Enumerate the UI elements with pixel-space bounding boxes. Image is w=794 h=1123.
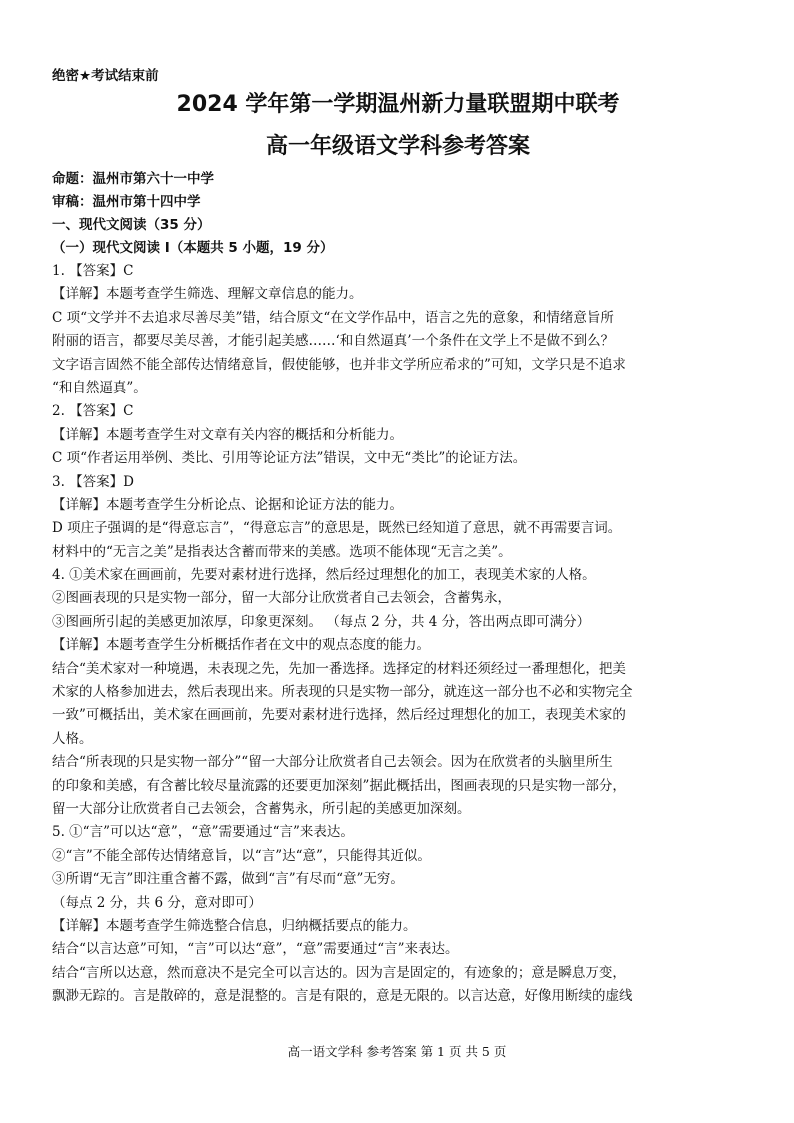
exam-title: 2024 学年第一学期温州新力量联盟期中联考 xyxy=(176,92,620,117)
body-line: ②“言”不能全部传达情绪意旨，以“言”达“意”，只能得其近似。 xyxy=(52,847,431,864)
page-footer: 高一语文学科 参考答案 第 1 页 共 5 页 xyxy=(287,1044,507,1059)
confidential-label: 绝密★考试结束前 xyxy=(52,68,159,84)
body-line: 文字语言固然不能全部传达情绪意旨，假使能够，也并非文学所应希求的”可知，文学只是不追求 xyxy=(52,356,626,373)
body-line: 结合“所表现的只是实物一部分”“留一大部分让欣赏者自己去领会。因为在欣赏者的头脑里所生 xyxy=(52,754,613,771)
body-line: 术家的人格参加进去，然后表现出来。所表现的只是实物一部分，就连这一部分也不必和实物完全 xyxy=(52,684,633,701)
body-line: D 项庄子强调的是“得意忘言”，“得意忘言”的意思是，既然已经知道了意思，就不再需要言词。 xyxy=(52,520,622,537)
section-heading: 一、现代文阅读（35 分） xyxy=(52,217,211,233)
body-line: ③图画所引起的美感更加浓厚，印象更深刻。 （每点 2 分，共 4 分，答出两点即可满分） xyxy=(52,613,591,630)
body-line: C 项“文学并不去追求尽善尽美”错，结合原文“在文学作品中，语言之先的意象，和情绪意旨所 xyxy=(52,309,614,326)
body-line: 结合“以言达意”可知，“言”可以达“意”，“意”需要通过“言”来表达。 xyxy=(52,941,459,958)
body-line: ③所谓“无言”即注重含蓄不露，做到“言”有尽而“意”无穷。 xyxy=(52,871,404,888)
answer-key-title: 高一年级语文学科参考答案 xyxy=(265,134,530,159)
body-line: 结合“言所以达意，然而意决不是完全可以言达的。因为言是固定的，有迹象的；意是瞬息万变， xyxy=(52,964,626,981)
body-line: 【详解】本题考查学生筛选、理解文章信息的能力。 xyxy=(52,286,363,303)
answer-sheet-page xyxy=(52,66,744,1009)
body-line: 4. ①美术家在画画前，先要对素材进行选择，然后经过理想化的加工，表现美术家的人格。 xyxy=(52,567,596,584)
body-line: 2. 【答案】C xyxy=(52,403,134,420)
body-line: ②图画表现的只是实物一部分，留一大部分让欣赏者自己去领会，含蓄隽永， xyxy=(52,590,511,607)
body-line: 留一大部分让欣赏者自己去领会，含蓄隽永，所引起的美感更加深刻。 xyxy=(52,800,471,817)
body-line: 【详解】本题考查学生分析论点、论据和论证方法的能力。 xyxy=(52,496,403,513)
answer-body xyxy=(52,260,744,1009)
author-line: 命题：温州市第六十一中学 xyxy=(52,171,214,187)
body-line: 的印象和美感，有含蓄比较尽量流露的还要更加深刻”据此概括出，图画表现的只是实物一部分， xyxy=(52,777,626,794)
body-line: 5. ①“言”可以达“意”，“意”需要通过“言”来表达。 xyxy=(52,824,354,841)
body-line: 附丽的语言，都要尽美尽善，才能引起美感……‘和自然逼真’一个条件在文学上不是做不到么？ xyxy=(52,333,615,350)
reviewer-line: 审稿：温州市第十四中学 xyxy=(52,194,201,210)
body-line: 1. 【答案】C xyxy=(52,263,134,279)
body-line: （每点 2 分，共 6 分，意对即可） xyxy=(52,894,262,911)
body-line: 飘渺无踪的。言是散碎的，意是混整的。言是有限的，意是无限的。以言达意，好像用断续的虚线 xyxy=(52,988,633,1005)
subsection-heading: （一）现代文阅读 I（本题共 5 小题，19 分） xyxy=(52,240,334,256)
body-line: 材料中的“无言之美”是指表达含蓄而带来的美感。选项不能体现“无言之美”。 xyxy=(52,543,512,560)
body-line: 人格。 xyxy=(52,730,93,747)
body-line: 【详解】本题考查学生筛选整合信息，归纳概括要点的能力。 xyxy=(52,917,417,934)
body-line: 3. 【答案】D xyxy=(52,473,134,490)
body-line: 结合“美术家对一种境遇，未表现之先，先加一番选择。选择定的材料还须经过一番理想化，把美 xyxy=(52,660,626,677)
body-line: 【详解】本题考查学生对文章有关内容的概括和分析能力。 xyxy=(52,426,403,443)
body-line: C 项“作者运用举例、类比、引用等论证方法”错误，文中无“类比”的论证方法。 xyxy=(52,450,527,467)
body-line: “和自然逼真”。 xyxy=(52,379,147,396)
body-line: 【详解】本题考查学生分析概括作者在文中的观点态度的能力。 xyxy=(52,637,430,654)
body-line: 一致”可概括出，美术家在画画前，先要对素材进行选择，然后经过理想化的加工，表现美术家的 xyxy=(52,707,626,724)
